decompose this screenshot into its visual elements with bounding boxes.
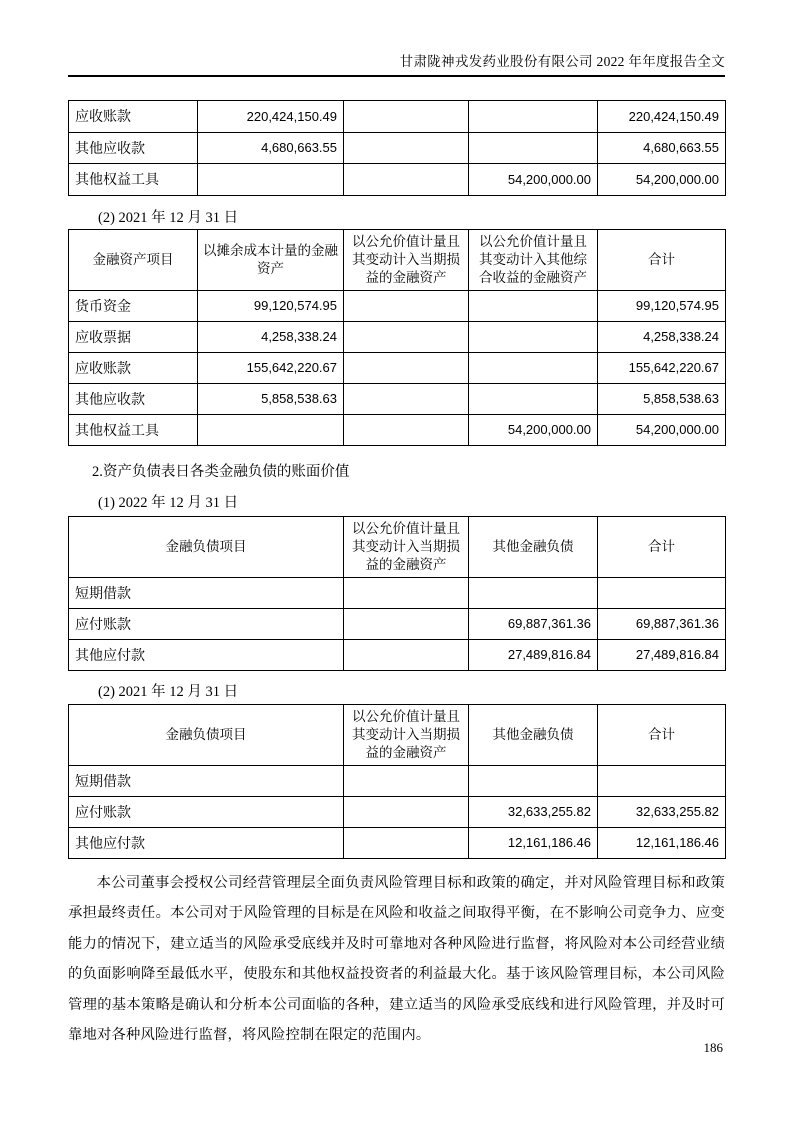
fvoci-value: [469, 101, 598, 133]
other-liabilities-value: 27,489,816.84: [469, 639, 598, 670]
fvoci-value: 54,200,000.00: [469, 164, 598, 196]
table-row: [69, 827, 726, 858]
column-header-fvoci: 以公允价值计量且其变动计入其他综合收益的金融资产: [469, 229, 598, 290]
total-value: [598, 577, 726, 608]
column-header-item: 金融负债项目: [69, 704, 344, 765]
column-header-amortized-cost: 以摊余成本计量的金融资产: [198, 229, 344, 290]
fvoci-value: [469, 132, 598, 164]
amortized-cost-value: 5,858,538.63: [198, 383, 344, 414]
risk-management-paragraph: 本公司董事会授权公司经营管理层全面负责风险管理目标和政策的确定，并对风险管理目标和政策承担最终责任。本公司对于风险管理的目标是在风险和收益之间取得平衡，在不影响公司竞争力、应变能力的情况下，建立适当的风险承受底线并及时可靠地对各种风险进行监督，将风险对本公司经营业绩的负面影响降至最低水平，使股东和其他权益投资者的利益最大化。基于该风险管理目标，本公司风险管理的基本策略是确认和分析本公司面临的各种，建立适当的风险承受底线和进行风险管理，并及时可靠地对各种风险进行监督，将风险控制在限定的范围内。: [68, 874, 725, 1043]
fvoci-value: [469, 321, 598, 352]
total-value: 27,489,816.84: [598, 639, 726, 670]
column-header-total: 合计: [598, 516, 726, 577]
row-label: 应收账款: [69, 101, 198, 133]
row-label: 其他应付款: [69, 639, 344, 670]
row-label: 应付账款: [69, 796, 344, 827]
section-caption-liabilities-2021: (2) 2021 年 12 月 31 日: [98, 683, 239, 700]
total-value: 99,120,574.95: [598, 290, 726, 321]
fvtpl-value: [344, 101, 469, 133]
table-row: [69, 321, 726, 352]
fvoci-value: 54,200,000.00: [469, 414, 598, 445]
column-header-item: 金融资产项目: [69, 229, 198, 290]
table-row: [69, 164, 726, 196]
fvtpl-value: [344, 132, 469, 164]
table-row: [69, 101, 726, 133]
financial-assets-2022-table-continued: [68, 100, 726, 196]
fvoci-value: [469, 383, 598, 414]
table-row: [69, 796, 726, 827]
column-header-other-liabilities: 其他金融负债: [469, 704, 598, 765]
table-row: [69, 290, 726, 321]
amortized-cost-value: 220,424,150.49: [198, 101, 344, 133]
page-number: 186: [703, 1040, 723, 1055]
financial-assets-2021-table: [68, 229, 726, 446]
table-row: [69, 608, 726, 639]
other-liabilities-value: 12,161,186.46: [469, 827, 598, 858]
fvtpl-value: [344, 765, 469, 796]
table-row: [69, 352, 726, 383]
fvtpl-value: [344, 414, 469, 445]
fvtpl-value: [344, 383, 469, 414]
total-value: 4,680,663.55: [598, 132, 726, 164]
row-label: 其他应收款: [69, 132, 198, 164]
section-caption-liabilities-2022: (1) 2022 年 12 月 31 日: [98, 494, 239, 511]
other-liabilities-value: 69,887,361.36: [469, 608, 598, 639]
other-liabilities-value: [469, 577, 598, 608]
row-label: 其他应收款: [69, 383, 198, 414]
fvtpl-value: [344, 639, 469, 670]
row-label: 其他应付款: [69, 827, 344, 858]
fvtpl-value: [344, 290, 469, 321]
other-liabilities-value: [469, 765, 598, 796]
fvtpl-value: [344, 164, 469, 196]
row-label: 应收票据: [69, 321, 198, 352]
amortized-cost-value: [198, 164, 344, 196]
row-label: 其他权益工具: [69, 164, 198, 196]
total-value: 5,858,538.63: [598, 383, 726, 414]
row-label: 货币资金: [69, 290, 198, 321]
page-header-title: 甘肃陇神戎发药业股份有限公司 2022 年年度报告全文: [68, 0, 725, 77]
total-value: 54,200,000.00: [598, 164, 726, 196]
table-row: [69, 577, 726, 608]
table-header-row: [69, 704, 726, 765]
row-label: 短期借款: [69, 765, 344, 796]
amortized-cost-value: [198, 414, 344, 445]
total-value: 155,642,220.67: [598, 352, 726, 383]
fvtpl-value: [344, 321, 469, 352]
table-row: [69, 765, 726, 796]
column-header-item: 金融负债项目: [69, 516, 344, 577]
amortized-cost-value: 4,258,338.24: [198, 321, 344, 352]
amortized-cost-value: 4,680,663.55: [198, 132, 344, 164]
total-value: 220,424,150.49: [598, 101, 726, 133]
fvtpl-value: [344, 608, 469, 639]
fvtpl-value: [344, 796, 469, 827]
amortized-cost-value: 99,120,574.95: [198, 290, 344, 321]
table-row: [69, 639, 726, 670]
row-label: 应付账款: [69, 608, 344, 639]
column-header-fvtpl: 以公允价值计量且其变动计入当期损益的金融资产: [344, 229, 469, 290]
total-value: [598, 765, 726, 796]
table-row: [69, 414, 726, 445]
financial-liabilities-2021-table: [68, 704, 726, 859]
amortized-cost-value: 155,642,220.67: [198, 352, 344, 383]
total-value: 54,200,000.00: [598, 414, 726, 445]
table-header-row: [69, 229, 726, 290]
total-value: 69,887,361.36: [598, 608, 726, 639]
financial-liabilities-2022-table: [68, 516, 726, 671]
fvoci-value: [469, 290, 598, 321]
column-header-total: 合计: [598, 704, 726, 765]
column-header-fvtpl: 以公允价值计量且其变动计入当期损益的金融资产: [344, 704, 469, 765]
column-header-fvtpl: 以公允价值计量且其变动计入当期损益的金融资产: [344, 516, 469, 577]
row-label: 应收账款: [69, 352, 198, 383]
fvtpl-value: [344, 827, 469, 858]
column-header-other-liabilities: 其他金融负债: [469, 516, 598, 577]
table-row: [69, 132, 726, 164]
section-caption-assets-2021: (2) 2021 年 12 月 31 日: [98, 209, 239, 226]
total-value: 12,161,186.46: [598, 827, 726, 858]
row-label: 其他权益工具: [69, 414, 198, 445]
row-label: 短期借款: [69, 577, 344, 608]
fvoci-value: [469, 352, 598, 383]
table-row: [69, 383, 726, 414]
total-value: 4,258,338.24: [598, 321, 726, 352]
fvtpl-value: [344, 577, 469, 608]
table-header-row: [69, 516, 726, 577]
other-liabilities-value: 32,633,255.82: [469, 796, 598, 827]
total-value: 32,633,255.82: [598, 796, 726, 827]
fvtpl-value: [344, 352, 469, 383]
section-title-liabilities: 2.资产负债表日各类金融负债的账面价值: [92, 463, 350, 480]
column-header-total: 合计: [598, 229, 726, 290]
